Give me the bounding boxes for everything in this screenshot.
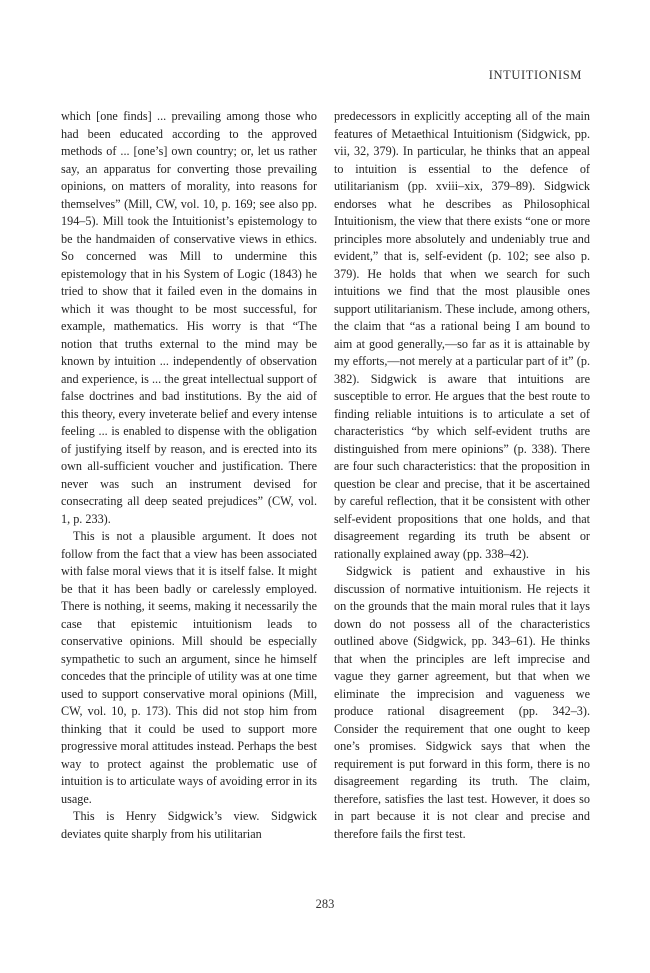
left-paragraph-3: This is Henry Sidgwick’s view. Sidgwick deviates quite sharply from his utilitarian bbox=[61, 809, 317, 841]
right-paragraph-2: Sidgwick is patient and exhaustive in his discussion of normative intuitionism. He rejects it on the grounds that the main moral rules that it lays down do not possess all of the characteristics outlined above (Sidgwick, pp. 343–61). He thinks that when the principles are left imprecise and vague they garner agreement, but that when we eliminate the imprecision and vagueness we produce rational disagreement (pp. 342–3). Consider the requirement that one ought to keep one’s promises. Sidgwick says that when the requirement is put forward in this form, there is no disagreement regarding its truth. The claim, therefore, satisfies the last test. However, it does so in part because it is not clear and precise and therefore fails the first test. bbox=[334, 564, 590, 841]
right-paragraph-1: predecessors in explicitly accepting all of the main features of Metaethical Intuitionism (Sidgwick, pp. vii, 32, 379). In particular, he thinks that an appeal to intuition is essential to the defence of utilitarianism (pp. xviii–xix, 379–89). Sidgwick endorses what he describes as Philosophical Intuitionism, the view that there exists “one or more principles more absolutely and undeniably true and evident,” that is, self-evident (p. 102; see also p. 379). He holds that when we search for such intuitions we find that the most plausible ones support utilitarianism. These include, among others, the claim that “as a rational being I am bound to aim at good generally,—so far as it is attainable by my efforts,—not merely at a particular part of it” (p. 382). Sidgwick is aware that intuitions are susceptible to error. He argues that the best route to finding reliable intuitions is to articulate a set of characteristics “by which self-evident truths are distinguished from mere opinions” (p. 338). There are four such characteristics: that the proposition in question be clear and precise, that it be ascertained by careful reflection, that it be consistent with other self-evident propositions that one holds, and that disagreement regarding its truth be absent or rationally explained away (pp. 338–42). bbox=[334, 109, 590, 561]
page-number: 283 bbox=[315, 897, 335, 911]
left-paragraph-2: This is not a plausible argument. It does not follow from the fact that a view has been associated with false moral views that it is itself false. It might be that it has been badly or carelessly employed. There is nothing, it seems, making it necessarily the case that epistemic intuitionism leads to conservative opinions. Mill should be especially sympathetic to such an argument, since he himself concedes that the principle of utility was at one time used to support conservative moral opinions (Mill, CW, vol. 10, p. 173). This did not stop him from thinking that it could be used to support more progressive moral attitudes instead. Perhaps the best way to protect against the problematic use of intuition is to articulate ways of avoiding error in its usage. bbox=[61, 529, 317, 806]
right-column bbox=[334, 108, 590, 843]
running-head: INTUITIONISM bbox=[488, 68, 582, 82]
left-column bbox=[61, 108, 317, 843]
left-paragraph-1: which [one finds] ... prevailing among those who had been educated according to the approved methods of ... [one’s] own country; or, let us rather say, an apparatus for converting those prevailing opinions, on matters of morality, into reasons for themselves” (Mill, CW, vol. 10, p. 169; see also pp. 194–5). Mill took the Intuitionist’s epistemology to be the handmaiden of conservative views in ethics. So concerned was Mill to undermine this epistemology that in his System of Logic (1843) he tried to show that it failed even in the domains in which it was thought to be most successful, for example, mathematics. His worry is that “The notion that truths external to the mind may be known by intuition ... independently of observation and experience, is ... the great intellectual support of false doctrines and bad institutions. By the aid of this theory, every inveterate belief and every intense feeling ... is enabled to dispense with the obligation of justifying itself by reason, and is erected into its own all-sufficient voucher and justification. There never was such an instrument devised for consecrating all deep seated prejudices” (CW, vol. 1, p. 233). bbox=[61, 109, 317, 526]
